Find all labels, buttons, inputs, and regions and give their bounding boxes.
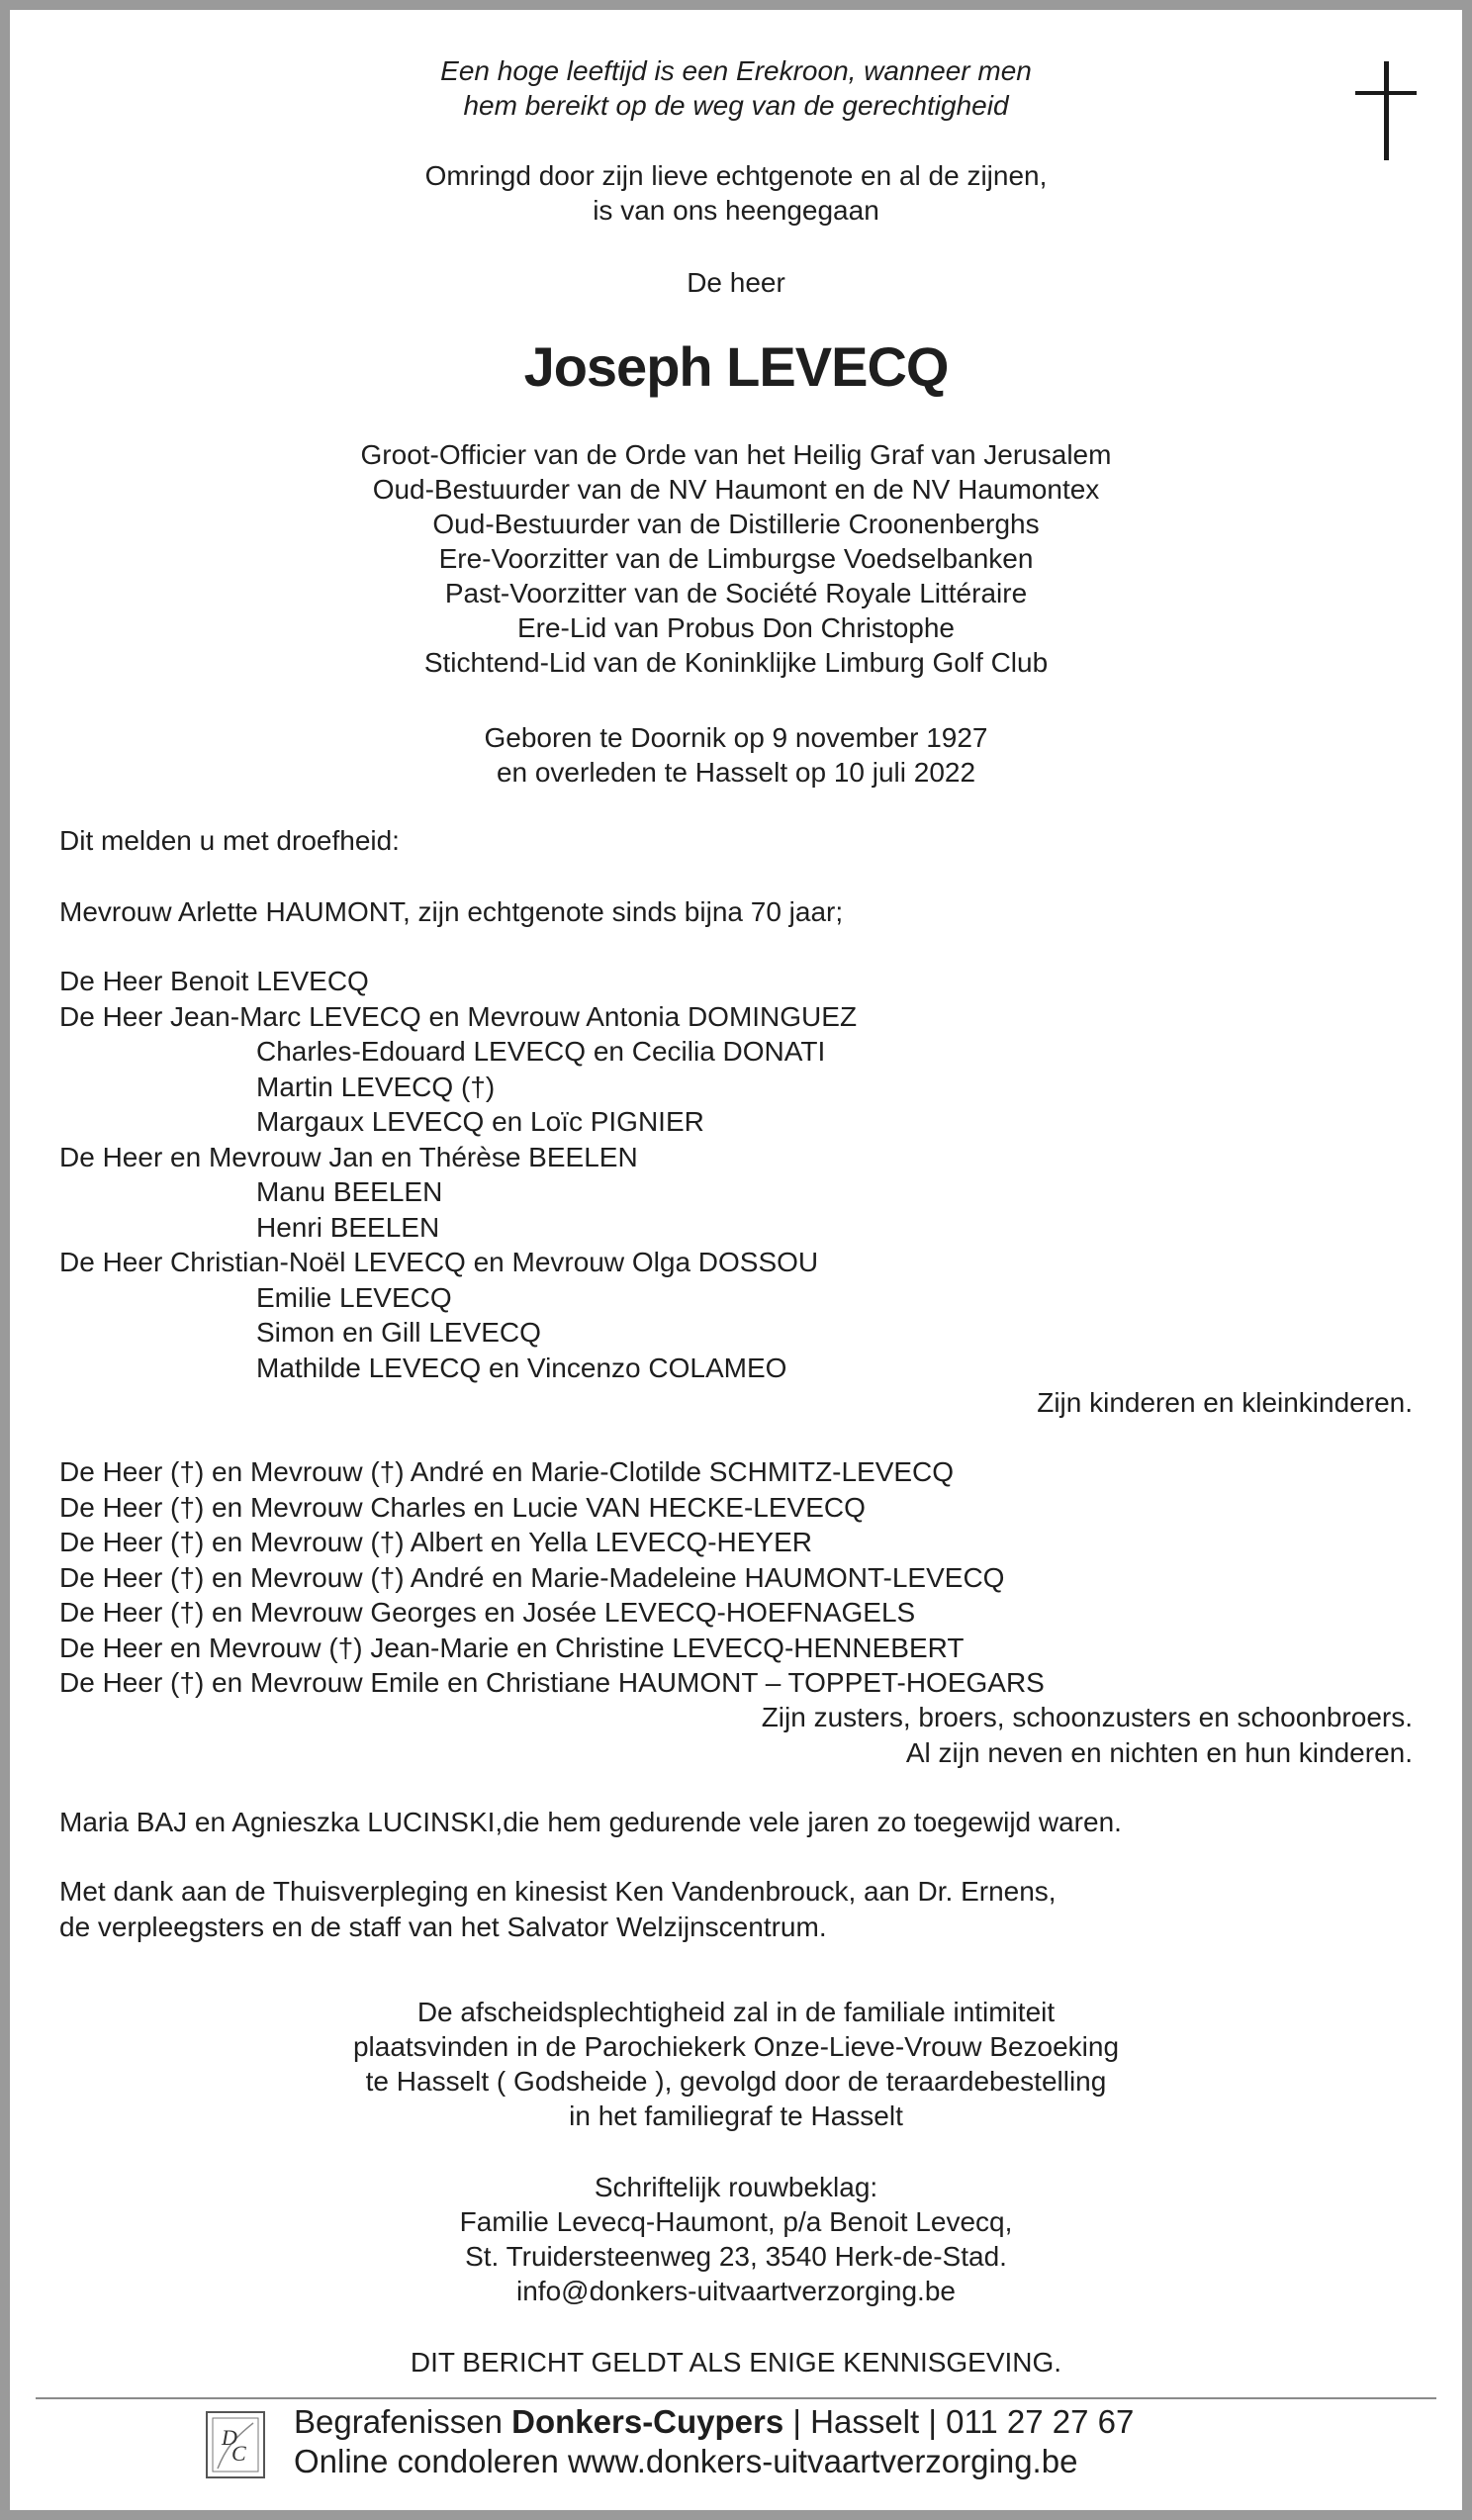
footer-prefix: Begrafenissen	[294, 2403, 512, 2440]
intro-line: is van ons heengegaan	[593, 195, 879, 226]
intro	[59, 158, 1413, 228]
sibling-line: De Heer en Mevrouw (†) Jean-Marie en Christine LEVECQ-HENNEBERT	[59, 1632, 965, 1663]
motto	[59, 53, 1413, 123]
notice-text: DIT BERICHT GELDT ALS ENIGE KENNISGEVING.	[410, 2347, 1062, 2378]
motto-line: Een hoge leeftijd is een Erekroon, wanneer men	[440, 55, 1032, 86]
salutation	[59, 265, 1413, 300]
family-line: Emilie LEVECQ	[256, 1281, 452, 1313]
family-line: Charles-Edouard LEVECQ en Cecilia DONATI	[256, 1036, 826, 1067]
condolence-line: Schriftelijk rouwbeklag:	[594, 2172, 878, 2202]
ceremony-line: plaatsvinden in de Parochiekerk Onze-Lieve-Vrouw Bezoeking	[352, 2031, 1120, 2062]
siblings-caption	[59, 1700, 1413, 1770]
family-line: De Heer en Mevrouw Jan en Thérèse BEELEN	[59, 1141, 638, 1172]
siblings-list	[59, 1454, 1413, 1701]
notice	[59, 2345, 1413, 2380]
footer-website-line[interactable]: Online condoleren www.donkers-uitvaartverzorging.be	[294, 2443, 1078, 2479]
ceremony	[59, 1995, 1413, 2133]
life-dates	[59, 720, 1413, 790]
title-item: Past-Voorzitter van de Société Royale Littéraire	[444, 578, 1028, 608]
condolence-line: St. Truidersteenweg 23, 3540 Herk-de-Stad.	[465, 2241, 1007, 2272]
sibling-line: De Heer (†) en Mevrouw (†) Albert en Yella LEVECQ-HEYER	[59, 1527, 812, 1557]
family-line: De Heer Christian-Noël LEVECQ en Mevrouw Olga DOSSOU	[59, 1247, 819, 1277]
family-line: De Heer Benoit LEVECQ	[59, 966, 369, 996]
carers	[59, 1805, 1413, 1840]
family-line: Henri BEELEN	[256, 1211, 440, 1243]
svg-text:C: C	[231, 2441, 246, 2466]
footer-brand: Donkers-Cuypers	[511, 2403, 784, 2440]
svg-text:D: D	[222, 2425, 237, 2450]
caption-text: Zijn zusters, broers, schoonzusters en schoonbroers.	[761, 1702, 1413, 1732]
death-line: en overleden te Hasselt op 10 juli 2022	[496, 757, 976, 788]
sibling-line: De Heer (†) en Mevrouw (†) André en Marie-Clotilde SCHMITZ-LEVECQ	[59, 1456, 955, 1487]
condolence-line: Familie Levecq-Haumont, p/a Benoit Levecq,	[459, 2206, 1013, 2237]
family-line: Simon en Gill LEVECQ	[256, 1317, 541, 1348]
title-item: Stichtend-Lid van de Koninklijke Limburg Golf Club	[423, 647, 1049, 678]
family-line: Manu BEELEN	[256, 1176, 443, 1207]
condolence-email: info@donkers-uitvaartverzorging.be	[516, 2276, 956, 2306]
sibling-line: De Heer (†) en Mevrouw (†) André en Marie-Madeleine HAUMONT-LEVECQ	[59, 1561, 1005, 1593]
title-item: Ere-Voorzitter van de Limburgse Voedselbanken	[438, 543, 1034, 574]
family-line: Margaux LEVECQ en Loïc PIGNIER	[256, 1106, 704, 1137]
family-line: Martin LEVECQ (†)	[256, 1071, 496, 1102]
sibling-line: De Heer (†) en Mevrouw Charles en Lucie VAN HECKE-LEVECQ	[59, 1491, 866, 1523]
spouse-text: Mevrouw Arlette HAUMONT, zijn echtgenote sinds bijna 70 jaar;	[59, 896, 844, 927]
footer-divider	[36, 2397, 1436, 2399]
caption-text: Al zijn neven en nichten en hun kinderen.	[905, 1736, 1413, 1768]
thanks-line: de verpleegsters en de staff van het Salvator Welzijnscentrum.	[59, 1911, 827, 1942]
titles-list	[59, 437, 1413, 680]
title-item: Ere-Lid van Probus Don Christophe	[516, 612, 955, 643]
family-line: De Heer Jean-Marc LEVECQ en Mevrouw Antonia DOMINGUEZ	[59, 1000, 858, 1032]
sibling-line: De Heer (†) en Mevrouw Emile en Christiane HAUMONT – TOPPET-HOEGARS	[59, 1667, 1045, 1698]
thanks	[59, 1874, 1413, 1944]
title-item: Oud-Bestuurder van de Distillerie Croonenberghs	[432, 509, 1040, 539]
announce-text: Dit melden u met droefheid:	[59, 825, 400, 856]
condolence	[59, 2170, 1413, 2308]
spouse	[59, 894, 1413, 930]
funeral-home-logo	[204, 2409, 267, 2480]
announce	[59, 823, 1413, 859]
motto-line: hem bereikt op de weg van de gerechtigheid	[463, 90, 1009, 121]
caption-text: Zijn kinderen en kleinkinderen.	[1037, 1387, 1413, 1418]
thanks-line: Met dank aan de Thuisverpleging en kinesist Ken Vandenbrouck, aan Dr. Ernens,	[59, 1876, 1057, 1907]
ceremony-line: De afscheidsplechtigheid zal in de familiale intimiteit	[416, 1997, 1056, 2027]
title-item: Groot-Officier van de Orde van het Heilig Graf van Jerusalem	[360, 439, 1112, 470]
sibling-line: De Heer (†) en Mevrouw Georges en Josée LEVECQ-HOEFNAGELS	[59, 1597, 916, 1628]
deceased-name: Joseph LEVECQ	[523, 335, 949, 398]
ceremony-line: in het familiegraf te Hasselt	[569, 2100, 903, 2131]
intro-line: Omringd door zijn lieve echtgenote en al de zijnen,	[424, 160, 1048, 191]
children-list	[59, 964, 1413, 1385]
title-item: Oud-Bestuurder van de NV Haumont en de NV Haumontex	[372, 474, 1100, 505]
footer	[294, 2402, 1134, 2481]
footer-contact-line	[294, 2402, 1134, 2442]
children-caption	[59, 1385, 1413, 1421]
carers-text: Maria BAJ en Agnieszka LUCINSKI,die hem gedurende vele jaren zo toegewijd waren.	[59, 1807, 1122, 1837]
birth-line: Geboren te Doornik op 9 november 1927	[484, 722, 988, 753]
family-line: Mathilde LEVECQ en Vincenzo COLAMEO	[256, 1352, 787, 1383]
footer-suffix: | Hasselt | 011 27 27 67	[783, 2403, 1135, 2440]
ceremony-line: te Hasselt ( Godsheide ), gevolgd door de teraardebestelling	[365, 2066, 1107, 2097]
salutation-text: De heer	[687, 267, 785, 298]
